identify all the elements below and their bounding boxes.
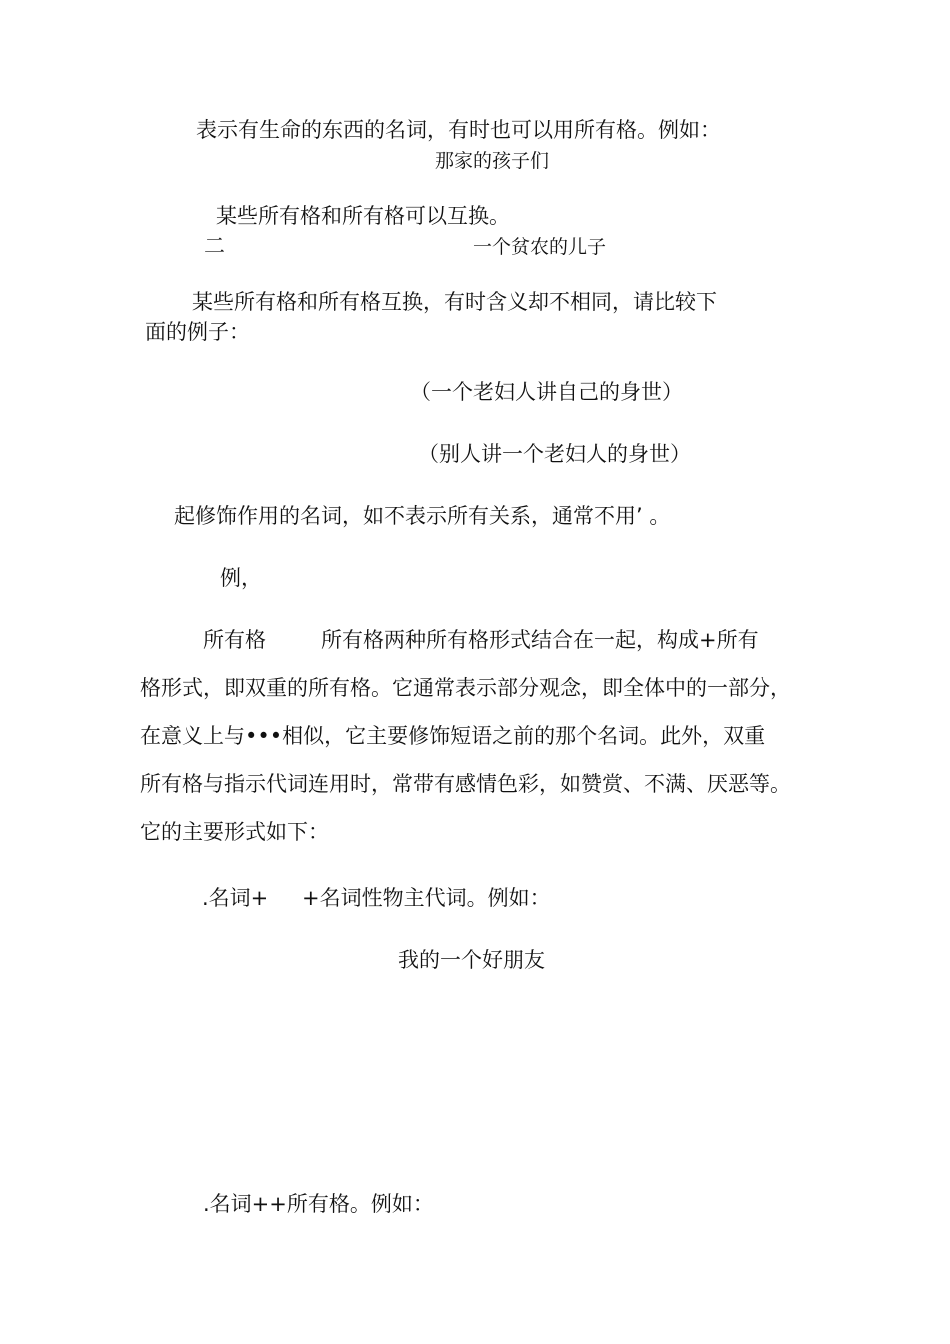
text-line-1: 表示有生命的东西的名词，有时也可以用所有格。例如： bbox=[196, 118, 721, 142]
text-line-7: 面的例子： bbox=[145, 320, 250, 344]
text-line-18: .名词+ bbox=[202, 886, 269, 910]
text-line-2: 那家的孩子们 bbox=[435, 150, 550, 172]
text-line-13: 所有格两种所有格形式结合在一起，构成+所有 bbox=[321, 628, 759, 652]
text-line-8: （一个老妇人讲自己的身世） bbox=[410, 380, 683, 404]
text-line-5: 一个贫农的儿子 bbox=[473, 236, 607, 258]
text-line-21: .名词++所有格。例如： bbox=[203, 1192, 434, 1216]
text-line-16: 所有格与指示代词连用时，常带有感情色彩，如赞赏、不满、厌恶等。 bbox=[140, 772, 791, 796]
text-line-6: 某些所有格和所有格互换，有时含义却不相同，请比较下 bbox=[192, 290, 717, 314]
text-line-9: （别人讲一个老妇人的身世） bbox=[418, 442, 691, 466]
text-line-4: 二 bbox=[204, 234, 225, 258]
text-line-20: 我的一个好朋友 bbox=[398, 948, 545, 972]
text-line-10: 起修饰作用的名词，如不表示所有关系，通常不用’ 。 bbox=[174, 504, 671, 528]
text-line-17: 它的主要形式如下： bbox=[140, 820, 329, 844]
text-line-12: 所有格 bbox=[203, 628, 266, 652]
text-line-14: 格形式，即双重的所有格。它通常表示部分观念，即全体中的一部分， bbox=[140, 676, 791, 700]
text-line-19: +名词性物主代词。例如： bbox=[302, 886, 551, 910]
text-line-15: 在意义上与•••相似，它主要修饰短语之前的那个名词。此外，双重 bbox=[140, 724, 766, 748]
text-line-11: 例， bbox=[220, 566, 262, 590]
text-line-3: 某些所有格和所有格可以互换。 bbox=[216, 204, 510, 228]
